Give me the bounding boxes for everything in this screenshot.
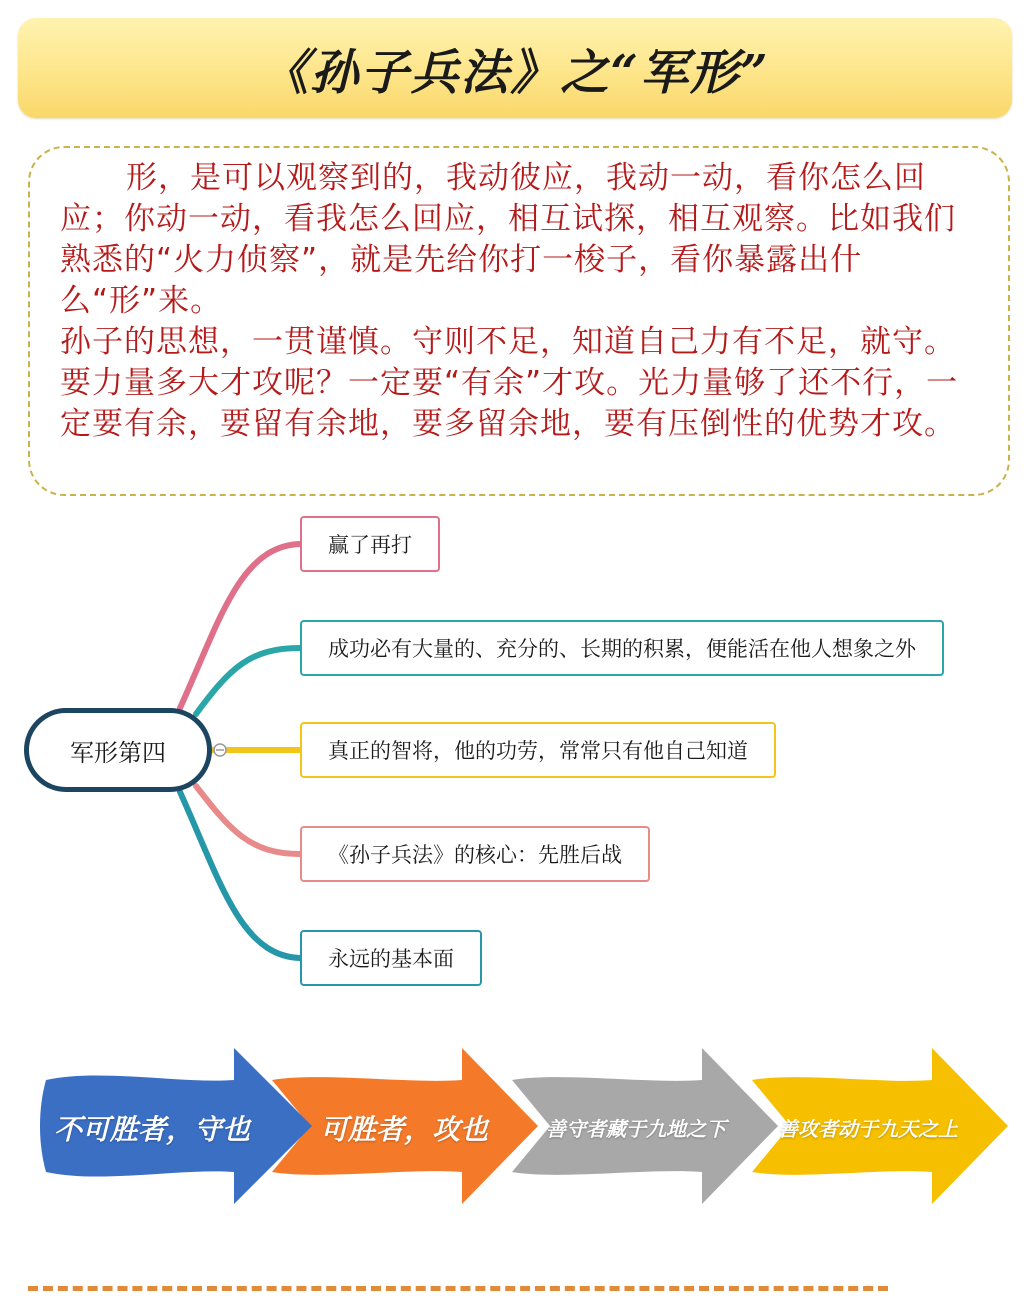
intro-text-box <box>28 146 1010 496</box>
arrow-label-1: 不可胜者，守也 <box>54 1113 251 1146</box>
connector-branch-1 <box>180 544 300 708</box>
connector-branch-4 <box>196 786 300 854</box>
mind-map-root[interactable]: 军形第四 <box>24 708 212 792</box>
bottom-divider <box>28 1286 888 1291</box>
branch-node-3[interactable]: 真正的智将，他的功劳，常常只有他自己知道 <box>300 722 776 778</box>
branch-node-5[interactable]: 永远的基本面 <box>300 930 482 986</box>
mind-map <box>0 500 1032 1020</box>
connector-branch-2 <box>196 648 300 714</box>
intro-paragraph-2: 孙子的思想，一贯谨慎。守则不足，知道自己力有不足，就守。要力量多大才攻呢？一定要“有余”才攻。光力量够了还不行，一定要有余，要留有余地，要多留余地，要有压倒性的优势才攻。 <box>60 324 959 442</box>
page-title: 《孙子兵法》之“军形” <box>260 44 770 101</box>
branch-node-4[interactable]: 《孙子兵法》的核心：先胜后战 <box>300 826 650 882</box>
branch-node-2[interactable]: 成功必有大量的、充分的、长期的积累，便能活在他人想象之外 <box>300 620 944 676</box>
arrow-label-3: 善守者藏于九地之下 <box>546 1117 726 1141</box>
branch-node-1[interactable]: 赢了再打 <box>300 516 440 572</box>
arrow-process-flow <box>0 1040 1032 1210</box>
intro-paragraph-1: 形，是可以观察到的，我动彼应，我动一动，看你怎么回应；你动一动，看我怎么回应，相互试探，相互观察。比如我们熟悉的“火力侦察”，就是先给你打一梭子，看你暴露出什么“形”来。 <box>60 160 956 319</box>
title-banner <box>18 18 1012 118</box>
arrow-label-2: 可胜者，攻也 <box>320 1113 489 1146</box>
arrow-label-4: 善攻者动于九天之上 <box>778 1117 958 1141</box>
connector-branch-5 <box>180 792 300 958</box>
